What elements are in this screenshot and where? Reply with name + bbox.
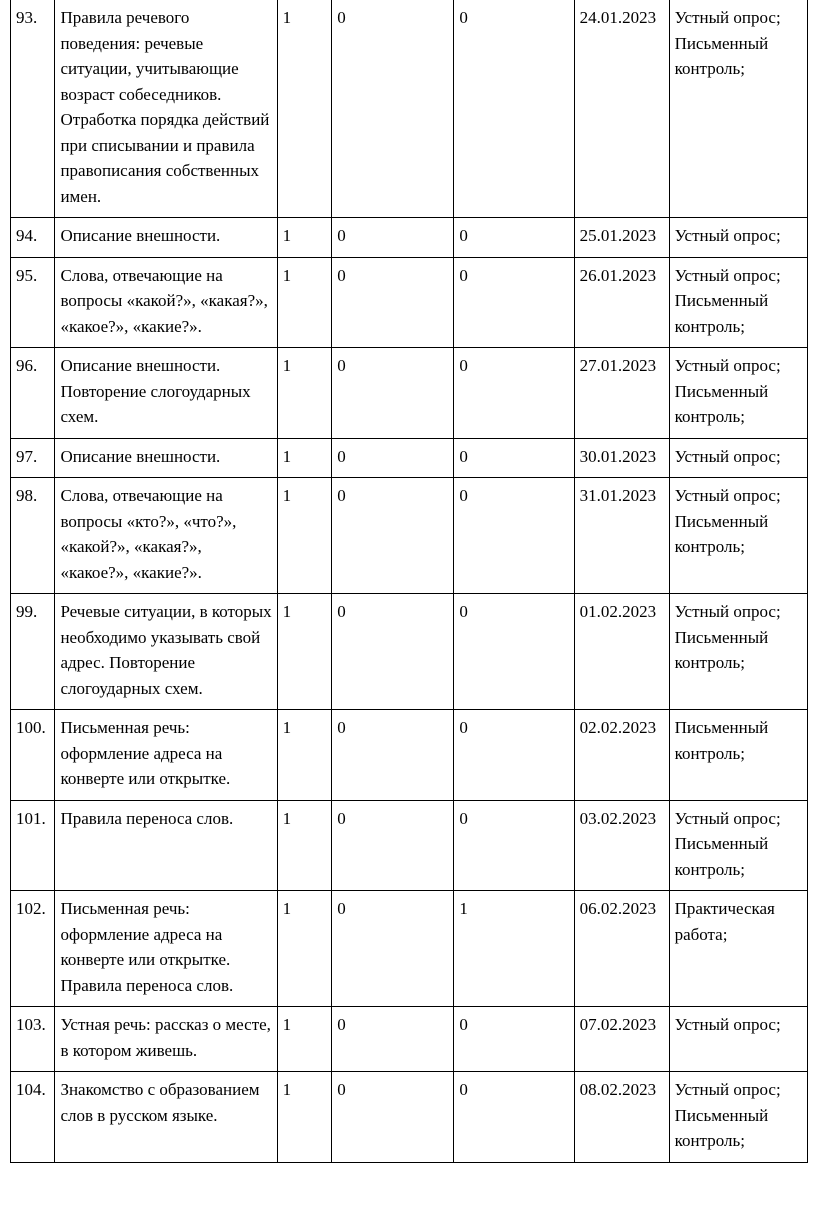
lesson-number: 97.	[11, 438, 55, 478]
control-form: Письменный контроль;	[669, 710, 807, 801]
hours-practice: 0	[454, 218, 574, 258]
control-form: Устный опрос; Письменный контроль;	[669, 257, 807, 348]
control-form: Устный опрос; Письменный контроль;	[669, 478, 807, 594]
table-row	[11, 478, 808, 594]
lesson-number: 103.	[11, 1007, 55, 1072]
lesson-number: 96.	[11, 348, 55, 439]
hours-control: 0	[332, 438, 454, 478]
hours-total: 1	[277, 478, 332, 594]
lesson-topic: Письменная речь: оформление адреса на конверте или открытке. Правила переноса слов.	[55, 891, 277, 1007]
table-row	[11, 0, 808, 218]
hours-control: 0	[332, 257, 454, 348]
hours-control: 0	[332, 1007, 454, 1072]
control-form: Устный опрос;	[669, 218, 807, 258]
lesson-date: 03.02.2023	[574, 800, 669, 891]
lesson-date: 24.01.2023	[574, 0, 669, 218]
hours-practice: 0	[454, 1007, 574, 1072]
hours-practice: 0	[454, 1072, 574, 1163]
hours-practice: 1	[454, 891, 574, 1007]
lesson-date: 08.02.2023	[574, 1072, 669, 1163]
table-row	[11, 438, 808, 478]
hours-practice: 0	[454, 438, 574, 478]
hours-control: 0	[332, 1072, 454, 1163]
lesson-date: 30.01.2023	[574, 438, 669, 478]
hours-control: 0	[332, 594, 454, 710]
control-form: Устный опрос;	[669, 1007, 807, 1072]
lesson-number: 98.	[11, 478, 55, 594]
hours-control: 0	[332, 710, 454, 801]
table-row	[11, 257, 808, 348]
lesson-topic: Правила речевого поведения: речевые ситуации, учитывающие возраст собеседников. Отработка порядка действий при списывании и правила правописания собственных имен.	[55, 0, 277, 218]
hours-control: 0	[332, 218, 454, 258]
hours-practice: 0	[454, 0, 574, 218]
lesson-number: 99.	[11, 594, 55, 710]
table-row	[11, 1007, 808, 1072]
lesson-date: 25.01.2023	[574, 218, 669, 258]
hours-total: 1	[277, 218, 332, 258]
lesson-date: 27.01.2023	[574, 348, 669, 439]
table-row	[11, 348, 808, 439]
lesson-number: 94.	[11, 218, 55, 258]
hours-total: 1	[277, 348, 332, 439]
lesson-date: 26.01.2023	[574, 257, 669, 348]
lesson-topic: Описание внешности.	[55, 438, 277, 478]
hours-total: 1	[277, 594, 332, 710]
hours-practice: 0	[454, 478, 574, 594]
lesson-number: 95.	[11, 257, 55, 348]
lesson-number: 101.	[11, 800, 55, 891]
table-row	[11, 891, 808, 1007]
control-form: Устный опрос; Письменный контроль;	[669, 594, 807, 710]
lesson-topic: Знакомство с образованием слов в русском языке.	[55, 1072, 277, 1163]
lesson-topic: Описание внешности. Повторение слогоударных схем.	[55, 348, 277, 439]
hours-total: 1	[277, 891, 332, 1007]
hours-practice: 0	[454, 800, 574, 891]
hours-control: 0	[332, 0, 454, 218]
lesson-date: 06.02.2023	[574, 891, 669, 1007]
lesson-topic: Описание внешности.	[55, 218, 277, 258]
hours-total: 1	[277, 800, 332, 891]
control-form: Устный опрос; Письменный контроль;	[669, 348, 807, 439]
lesson-number: 104.	[11, 1072, 55, 1163]
hours-control: 0	[332, 478, 454, 594]
hours-practice: 0	[454, 257, 574, 348]
lesson-number: 100.	[11, 710, 55, 801]
lesson-topic: Слова, отвечающие на вопросы «какой?», «какая?», «какое?», «какие?».	[55, 257, 277, 348]
hours-total: 1	[277, 1072, 332, 1163]
control-form: Устный опрос;	[669, 438, 807, 478]
control-form: Практическая работа;	[669, 891, 807, 1007]
hours-total: 1	[277, 0, 332, 218]
lesson-topic: Устная речь: рассказ о месте, в котором живешь.	[55, 1007, 277, 1072]
hours-control: 0	[332, 348, 454, 439]
lesson-date: 07.02.2023	[574, 1007, 669, 1072]
lesson-date: 31.01.2023	[574, 478, 669, 594]
table-row	[11, 1072, 808, 1163]
lesson-topic: Правила переноса слов.	[55, 800, 277, 891]
hours-control: 0	[332, 800, 454, 891]
hours-total: 1	[277, 438, 332, 478]
hours-practice: 0	[454, 348, 574, 439]
hours-control: 0	[332, 891, 454, 1007]
hours-total: 1	[277, 1007, 332, 1072]
table-row	[11, 710, 808, 801]
table-row	[11, 218, 808, 258]
table-row	[11, 594, 808, 710]
control-form: Устный опрос; Письменный контроль;	[669, 800, 807, 891]
lesson-number: 102.	[11, 891, 55, 1007]
control-form: Устный опрос; Письменный контроль;	[669, 1072, 807, 1163]
lesson-topic: Слова, отвечающие на вопросы «кто?», «что?», «какой?», «какая?», «какое?», «какие?».	[55, 478, 277, 594]
hours-practice: 0	[454, 594, 574, 710]
lesson-topic: Речевые ситуации, в которых необходимо указывать свой адрес. Повторение слогоударных схем.	[55, 594, 277, 710]
lesson-plan-table	[10, 0, 808, 1163]
hours-total: 1	[277, 710, 332, 801]
hours-total: 1	[277, 257, 332, 348]
hours-practice: 0	[454, 710, 574, 801]
lesson-number: 93.	[11, 0, 55, 218]
lesson-date: 01.02.2023	[574, 594, 669, 710]
lesson-date: 02.02.2023	[574, 710, 669, 801]
table-row	[11, 800, 808, 891]
lesson-topic: Письменная речь: оформление адреса на конверте или открытке.	[55, 710, 277, 801]
control-form: Устный опрос; Письменный контроль;	[669, 0, 807, 218]
